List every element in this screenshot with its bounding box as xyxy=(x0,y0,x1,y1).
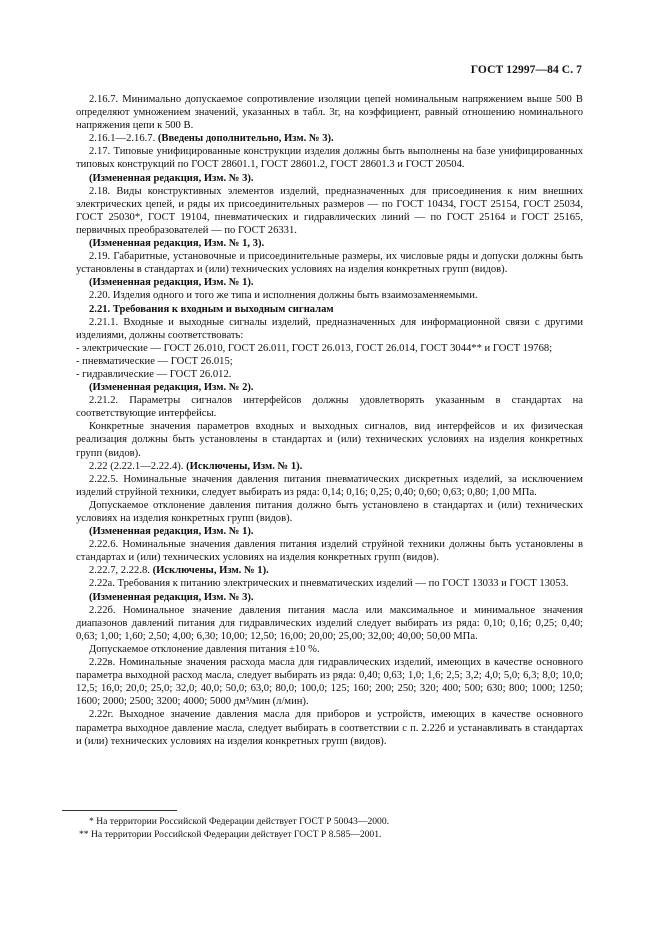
bold-paragraph xyxy=(76,381,583,394)
amendment-label: (Измененная редакция, Изм. № 2). xyxy=(89,382,254,394)
paragraph: 2.22в. Номинальные значения расхода масла для гидравлических изделий, имеющих в качестве основного параметра выходной расход масла, следует выбирать из ряда: 0,40; 0,63; 1,0; 1,6; 2,5; 3,2; 4,0; 5,0; 6,3; 8,0; 10,0; 12,5; 16,0; 20,0; 25,0; 32,0; 40,0; 50,0; 63,0; 80,0; 100,0; 125; 160; 200; 250; 320; 400; 500; 630; 800; 1000; 1250; 1600; 2000; 2500; 3200; 4000; 5000 дм³/мин (л/мин). xyxy=(76,657,583,708)
list-item: - гидравлические — ГОСТ 26.012. xyxy=(76,368,232,380)
footnote-2: ** На территории Российской Федерации действует ГОСТ Р 8.585—2001. xyxy=(79,829,382,840)
paragraph: 2.19. Габаритные, установочные и присоединительные размеры, их числовые ряды и допуски должны быть установлены в стандартах и (или) технических условиях на изделия конкретных групп (видов). xyxy=(76,251,583,276)
bold-paragraph xyxy=(76,237,583,250)
amendment-note xyxy=(76,564,583,577)
paragraph: Допускаемое отклонение давления питания должно быть установлено в стандартах и (или) технических условиях на изделия конкретных групп (видов). xyxy=(76,499,583,524)
paragraph: 2.22а. Требования к питанию электрических и пневматических изделий — по ГОСТ 13033 и ГОСТ 13053. xyxy=(89,578,569,590)
paragraph: 2.16.7. Минимально допускаемое сопротивление изоляции цепей номинальным напряжением выше 500 В определяют умножением значений, указанных в табл. 3г, на коэффициент, равный отношению номинального напряжения цепи к 500 В. xyxy=(76,94,583,132)
footnote-separator xyxy=(62,810,177,811)
paragraph: Конкретные значения параметров входных и выходных сигналов, вид интерфейсов и их физическая реализация должны быть установлены в стандартах и (или) технических условиях на изделия конкретных групп (видов). xyxy=(76,421,583,459)
amendment-label: (Исключены, Изм. № 1). xyxy=(186,460,303,472)
paragraph: Допускаемое отклонение давления питания ±10 %. xyxy=(89,643,320,655)
bold-paragraph xyxy=(76,591,583,604)
document-body xyxy=(76,93,583,748)
footnote-1: * На территории Российской Федерации действует ГОСТ Р 50043—2000. xyxy=(89,816,390,827)
paragraph: 2.21.1. Входные и выходные сигналы изделий, предназначенных для информационной связи с другими изделиями, должны соответствовать: xyxy=(76,316,583,341)
bold-paragraph xyxy=(76,303,583,316)
bold-paragraph xyxy=(76,525,583,538)
amendment-note xyxy=(76,132,583,145)
page-header: ГОСТ 12997—84 С. 7 xyxy=(470,64,582,76)
amendment-label: (Измененная редакция, Изм. № 1, 3). xyxy=(89,238,265,250)
paragraph: 2.17. Типовые унифицированные конструкции изделия должны быть выполнены на базе унифицированных типовых конструкций по ГОСТ 28601.1, ГОСТ 28601.2, ГОСТ 28601.3 и ГОСТ 20504. xyxy=(76,146,583,171)
paragraph: 2.21.2. Параметры сигналов интерфейсов должны удовлетворять указанным в стандартах на соответствующие интерфейсы. xyxy=(76,395,583,420)
paragraph: 2.22б. Номинальное значение давления питания масла или максимальное и минимальное значения диапазонов давлений питания для гидравлических изделий следует выбирать из ряда: 0,10; 0,16; 0,25; 0,40; 0,63; 1,00; 1,60; 2,50; 4,00; 6,30; 10,00; 12,50; 16,00; 20,00; 25,00; 32,00; 40,00; 50,00 МПа. xyxy=(76,604,583,642)
paragraph: 2.20. Изделия одного и того же типа и исполнения должны быть взаимозаменяемыми. xyxy=(89,290,478,302)
amendment-label: (Измененная редакция, Изм. № 1). xyxy=(89,526,254,538)
amendment-label: (Измененная редакция, Изм. № 1). xyxy=(89,277,254,289)
paragraph: 2.22.5. Номинальные значения давления питания пневматических дискретных изделий, за исключением изделий струйной техники, следует выбирать из ряда: 0,14; 0,16; 0,25; 0,40; 0,60; 0,63; 0,80; 1,00 МПа. xyxy=(76,473,583,498)
amendment-label: (Измененная редакция, Изм. № 3). xyxy=(89,172,254,184)
amendment-label: (Измененная редакция, Изм. № 3). xyxy=(89,591,254,603)
clause-reference: 2.22.7, 2.22.8. xyxy=(89,565,153,577)
amendment-note xyxy=(76,460,583,473)
amendment-label: (Введены дополнительно, Изм. № 3). xyxy=(157,133,334,145)
footnotes xyxy=(76,815,583,841)
clause-reference: 2.22 (2.22.1—2.22.4). xyxy=(89,460,187,472)
list-item: - электрические — ГОСТ 26.010, ГОСТ 26.011, ГОСТ 26.013, ГОСТ 26.014, ГОСТ 3044** и ГОСТ 19768; xyxy=(76,342,553,354)
amendment-label: 2.21. Требования к входным и выходным сигналам xyxy=(89,303,334,315)
list-item: - пневматические — ГОСТ 26.015; xyxy=(76,355,233,367)
paragraph: 2.22.6. Номинальные значения давления питания изделий струйной техники должны быть установлены в стандартах и (или) технических условиях на изделия конкретных групп (видов). xyxy=(76,539,583,564)
clause-reference: 2.16.1—2.16.7. xyxy=(89,133,158,145)
paragraph: 2.22г. Выходное значение давления масла для приборов и устройств, имеющих в качестве основного параметра выходное давление масла, следует выбирать в соответствии с п. 2.22б и устанавливать в стандартах и (или) технических условиях на изделия конкретных групп (видов). xyxy=(76,709,583,747)
bold-paragraph xyxy=(76,172,583,185)
paragraph: 2.18. Виды конструктивных элементов изделий, предназначенных для присоединения к ним внешних электрических цепей, и ряды их присоединительных размеров — по ГОСТ 10434, ГОСТ 25154, ГОСТ 25034, ГОСТ 25030*, ГОСТ 19104, пневматических и гидравлических линий — по ГОСТ 25164 и ГОСТ 25165, первичных преобразователей — по ГОСТ 26331. xyxy=(76,185,583,236)
amendment-label: (Исключены, Изм. № 1). xyxy=(152,565,269,577)
bold-paragraph xyxy=(76,276,583,289)
